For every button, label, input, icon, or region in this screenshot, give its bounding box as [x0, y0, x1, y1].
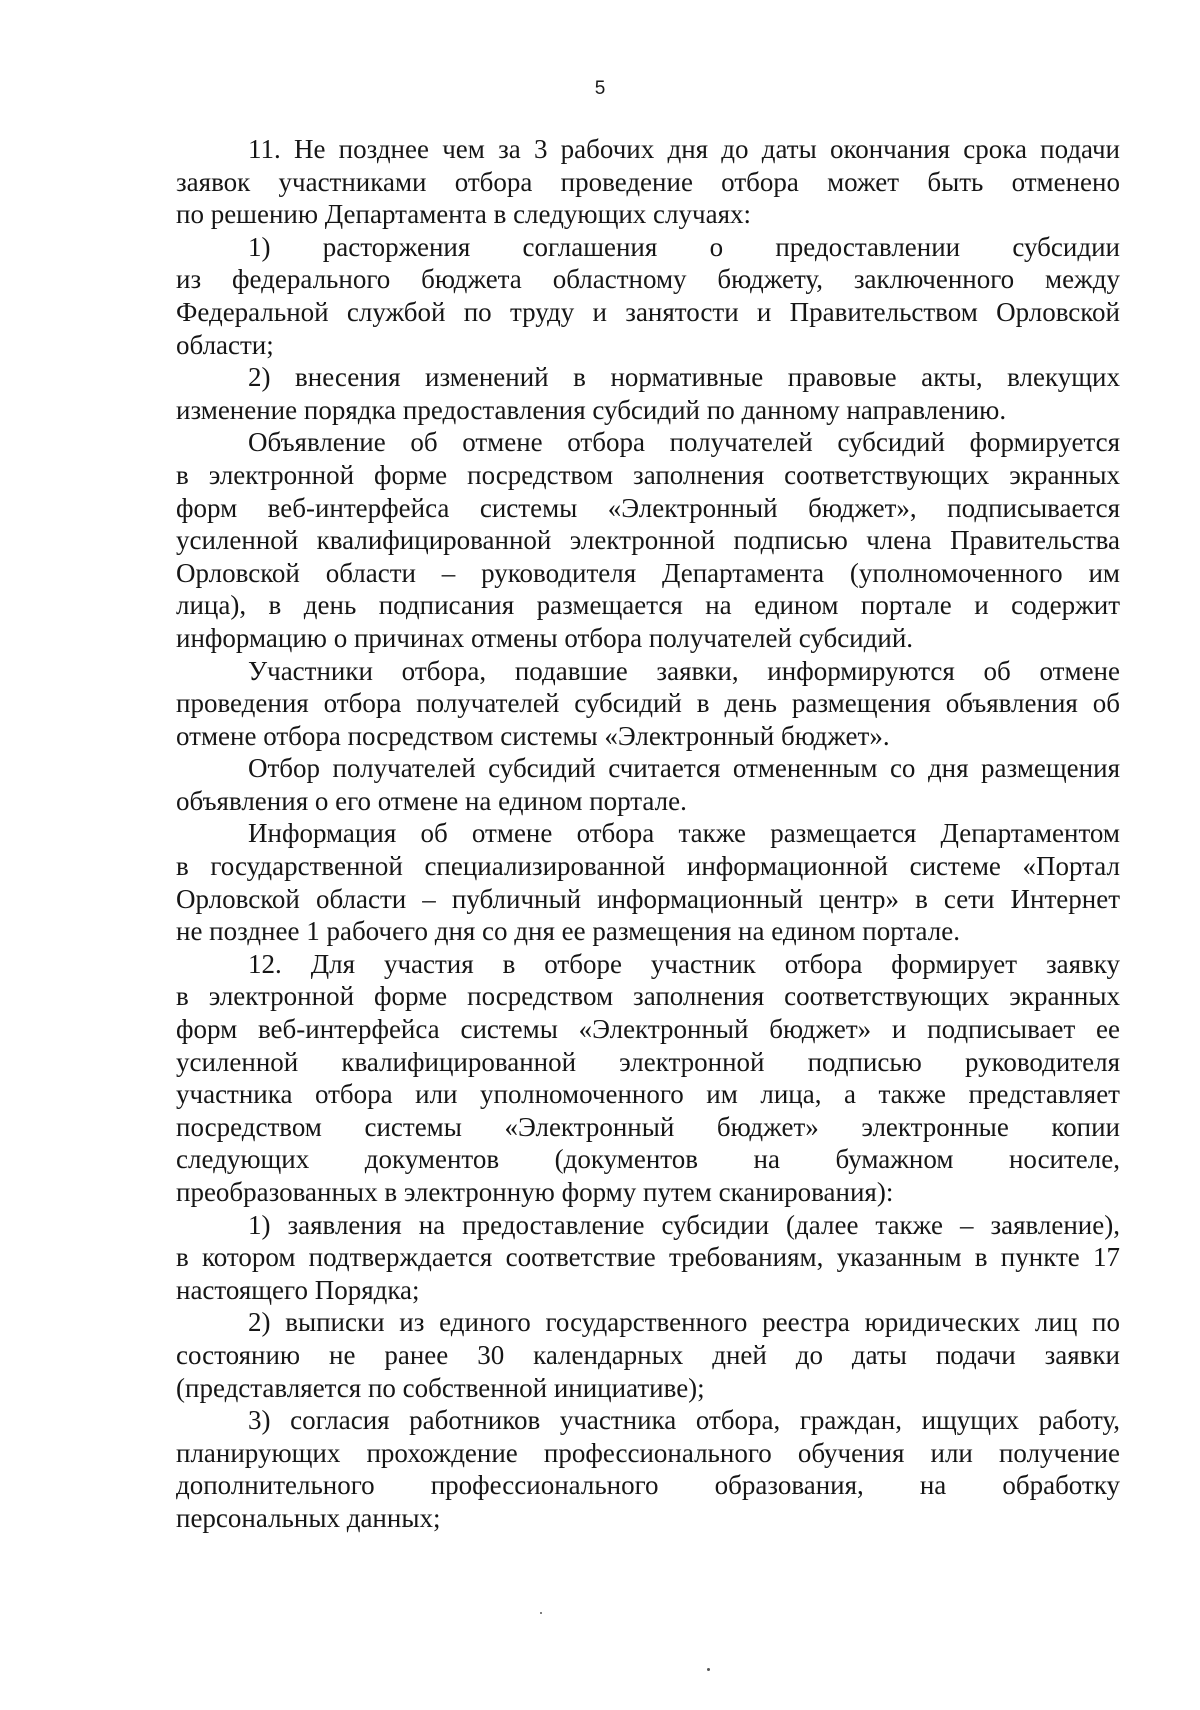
text-line: 12. Для участия в отборе участник отбора формирует заявку — [248, 948, 1120, 979]
scan-speck — [707, 1668, 710, 1671]
text-line: Орловской области – руководителя Департамента (уполномоченного им — [176, 557, 1120, 588]
text-line: Информация об отмене отбора также размещается Департаментом — [248, 818, 1120, 849]
text-line: (представляется по собственной инициативе); — [176, 1372, 705, 1403]
text-line: дополнительного профессионального образования, на обработку — [176, 1470, 1120, 1501]
page-number: 5 — [594, 78, 606, 99]
paragraph — [176, 361, 1120, 426]
text-line: состоянию не ранее 30 календарных дней до даты подачи заявки — [176, 1339, 1120, 1370]
paragraph — [176, 426, 1120, 654]
document-body — [176, 133, 1120, 1535]
text-line: 11. Не позднее чем за 3 рабочих дня до даты окончания срока подачи — [248, 134, 1120, 164]
text-line: участника отбора или уполномоченного им лица, а также представляет — [176, 1079, 1120, 1110]
text-line: 2) внесения изменений в нормативные правовые акты, влекущих — [248, 362, 1120, 393]
text-line: 1) расторжения соглашения о предоставлении субсидии — [248, 231, 1120, 262]
text-line: Объявление об отмене отбора получателей субсидий формируется — [248, 427, 1120, 458]
text-line: Орловской области – публичный информационный центр» в сети Интернет — [176, 883, 1120, 914]
text-line: форм веб-интерфейса системы «Электронный бюджет» и подписывает ее — [176, 1014, 1120, 1045]
text-line: Участники отбора, подавшие заявки, информируются об отмене — [248, 655, 1120, 686]
paragraph — [176, 1209, 1120, 1307]
paragraph — [176, 655, 1120, 753]
text-line: отмене отбора посредством системы «Электронный бюджет». — [176, 720, 890, 751]
paragraph — [176, 1306, 1120, 1404]
text-line: следующих документов (документов на бумажном носителе, — [176, 1144, 1120, 1175]
text-line: усиленной квалифицированной электронной подписью руководителя — [176, 1046, 1120, 1077]
paragraph — [176, 133, 1120, 231]
text-line: объявления о его отмене на едином портале. — [176, 785, 687, 816]
text-line: форм веб-интерфейса системы «Электронный бюджет», подписывается — [176, 492, 1120, 523]
text-line: планирующих прохождение профессионального обучения или получение — [176, 1437, 1120, 1468]
text-line: заявок участниками отбора проведение отбора может быть отменено — [176, 166, 1120, 197]
text-line: 2) выписки из единого государственного реестра юридических лиц по — [248, 1307, 1120, 1338]
text-line: по решению Департамента в следующих случаях: — [176, 199, 752, 230]
text-line: в государственной специализированной информационной системе «Портал — [176, 851, 1120, 882]
text-line: Отбор получателей субсидий считается отмененным со дня размещения — [248, 753, 1120, 784]
text-line: посредством системы «Электронный бюджет» электронные копии — [176, 1111, 1120, 1142]
text-line: 3) согласия работников участника отбора, граждан, ищущих работу, — [248, 1405, 1120, 1436]
text-line: информацию о причинах отмены отбора получателей субсидий. — [176, 622, 914, 653]
paragraph — [176, 1404, 1120, 1534]
text-line: проведения отбора получателей субсидий в день размещения объявления об — [176, 688, 1120, 719]
text-line: усиленной квалифицированной электронной подписью члена Правительства — [176, 525, 1120, 556]
text-line: в котором подтверждается соответствие требованиям, указанным в пункте 17 — [176, 1242, 1120, 1273]
paragraph — [176, 948, 1120, 1209]
paragraph — [176, 752, 1120, 817]
text-line: настоящего Порядка; — [176, 1274, 420, 1305]
text-line: из федерального бюджета областному бюджету, заключенного между — [176, 264, 1120, 295]
text-line: не позднее 1 рабочего дня со дня ее размещения на едином портале. — [176, 916, 960, 947]
text-line: в электронной форме посредством заполнения соответствующих экранных — [176, 459, 1120, 490]
scan-speck — [540, 1612, 542, 1614]
paragraph — [176, 231, 1120, 361]
text-line: Федеральной службой по труду и занятости и Правительством Орловской — [176, 296, 1120, 327]
paragraph — [176, 817, 1120, 947]
text-line: изменение порядка предоставления субсидий по данному направлению. — [176, 394, 1007, 425]
text-line: области; — [176, 329, 274, 360]
text-line: лица), в день подписания размещается на едином портале и содержит — [176, 590, 1120, 621]
text-line: в электронной форме посредством заполнения соответствующих экранных — [176, 981, 1120, 1012]
text-line: 1) заявления на предоставление субсидии (далее также – заявление), — [248, 1209, 1120, 1240]
text-line: персональных данных; — [176, 1502, 441, 1533]
text-line: преобразованных в электронную форму путем сканирования): — [176, 1177, 894, 1207]
